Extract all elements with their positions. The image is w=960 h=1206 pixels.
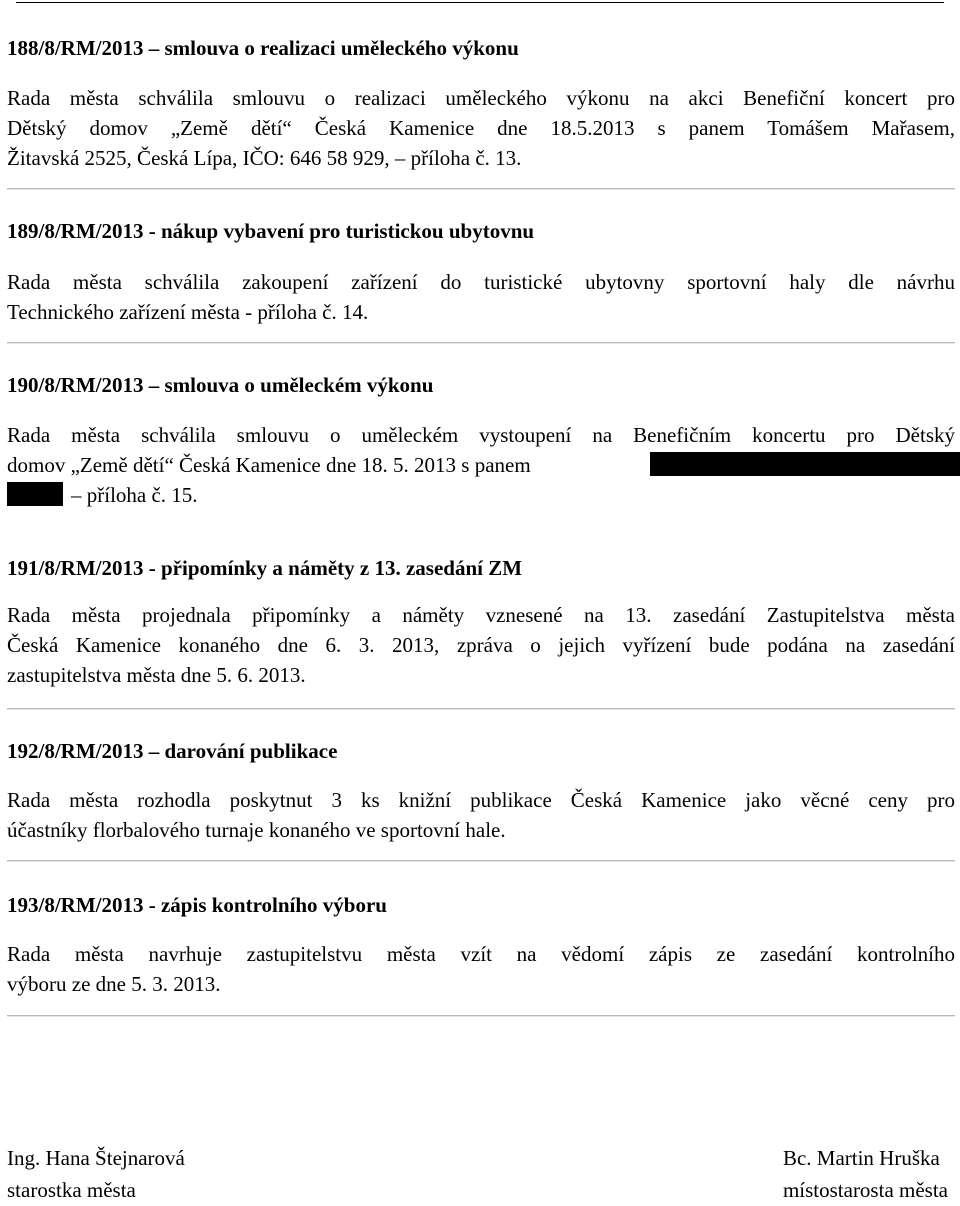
section-divider — [7, 708, 955, 710]
section-189-heading — [7, 219, 534, 244]
body-line: Rada města schválila smlouvu o realizaci uměleckého výkonu na akci Benefiční koncert pro — [7, 86, 955, 110]
section-188-body — [7, 83, 955, 173]
section-divider — [7, 188, 955, 190]
section-heading-text: 192/8/RM/2013 – darování publikace — [7, 739, 338, 763]
section-heading-text: 188/8/RM/2013 – smlouva o realizaci uměleckého výkonu — [7, 36, 519, 60]
body-line: Rada města schválila zakoupení zařízení do turistické ubytovny sportovní haly dle návrhu — [7, 270, 955, 294]
section-divider — [7, 1015, 955, 1017]
redaction-bar — [650, 452, 960, 476]
body-line-text: domov „Země dětí“ Česká Kamenice dne 18. 5. 2013 s panem — [7, 453, 531, 477]
top-rule — [16, 2, 944, 3]
redaction-bar — [7, 482, 63, 506]
section-189-body — [7, 267, 955, 327]
signature-left-name: Ing. Hana Štejnarová — [7, 1146, 185, 1170]
body-line: Dětský domov „Země dětí“ Česká Kamenice dne 18.5.2013 s panem Tomášem Mařasem, — [7, 116, 955, 140]
body-line: výboru ze dne 5. 3. 2013. — [7, 972, 221, 996]
body-line-redacted — [7, 450, 955, 480]
section-190-body — [7, 420, 955, 510]
section-divider — [7, 342, 955, 344]
section-193-heading — [7, 893, 387, 918]
signature-left — [7, 1142, 185, 1206]
body-line: Rada města projednala připomínky a náměty vznesené na 13. zasedání Zastupitelstva města — [7, 603, 955, 627]
signature-right-name: Bc. Martin Hruška — [782, 1146, 940, 1170]
body-line-text: – příloha č. 15. — [71, 483, 198, 507]
section-191-body — [7, 600, 955, 690]
body-line: Technického zařízení města - příloha č. 14. — [7, 300, 369, 324]
signature-right — [783, 1142, 948, 1206]
body-line: Rada města rozhodla poskytnut 3 ks knižní publikace Česká Kamenice jako věcné ceny pro — [7, 788, 955, 812]
body-line: účastníky florbalového turnaje konaného ve sportovní hale. — [7, 818, 506, 842]
body-line: Rada města navrhuje zastupitelstvu města vzít na vědomí zápis ze zasedání kontrolního — [7, 942, 955, 966]
body-line: Rada města schválila smlouvu o uměleckém vystoupení na Benefičním koncertu pro Dětský — [7, 423, 955, 447]
section-193-body — [7, 939, 955, 999]
signature-right-title: místostarosta města — [782, 1178, 948, 1202]
body-line: zastupitelstva města dne 5. 6. 2013. — [7, 663, 306, 687]
section-188-heading — [7, 36, 519, 61]
section-190-heading — [7, 373, 433, 398]
section-heading-text: 191/8/RM/2013 - připomínky a náměty z 13. zasedání ZM — [7, 556, 523, 580]
section-heading-text: 189/8/RM/2013 - nákup vybavení pro turistickou ubytovnu — [7, 219, 535, 243]
section-192-body — [7, 785, 955, 845]
section-heading-text: 193/8/RM/2013 - zápis kontrolního výboru — [7, 893, 387, 917]
signature-left-title: starostka města — [7, 1178, 136, 1202]
body-line-redacted — [7, 480, 955, 510]
body-line: Česká Kamenice konaného dne 6. 3. 2013, zpráva o jejich vyřízení bude podána na zasedání — [7, 633, 955, 657]
section-192-heading — [7, 739, 337, 764]
section-191-heading — [7, 556, 522, 581]
section-heading-text: 190/8/RM/2013 – smlouva o uměleckém výkonu — [7, 373, 434, 397]
section-divider — [7, 860, 955, 862]
body-line: Žitavská 2525, Česká Lípa, IČO: 646 58 929, – příloha č. 13. — [7, 146, 522, 170]
